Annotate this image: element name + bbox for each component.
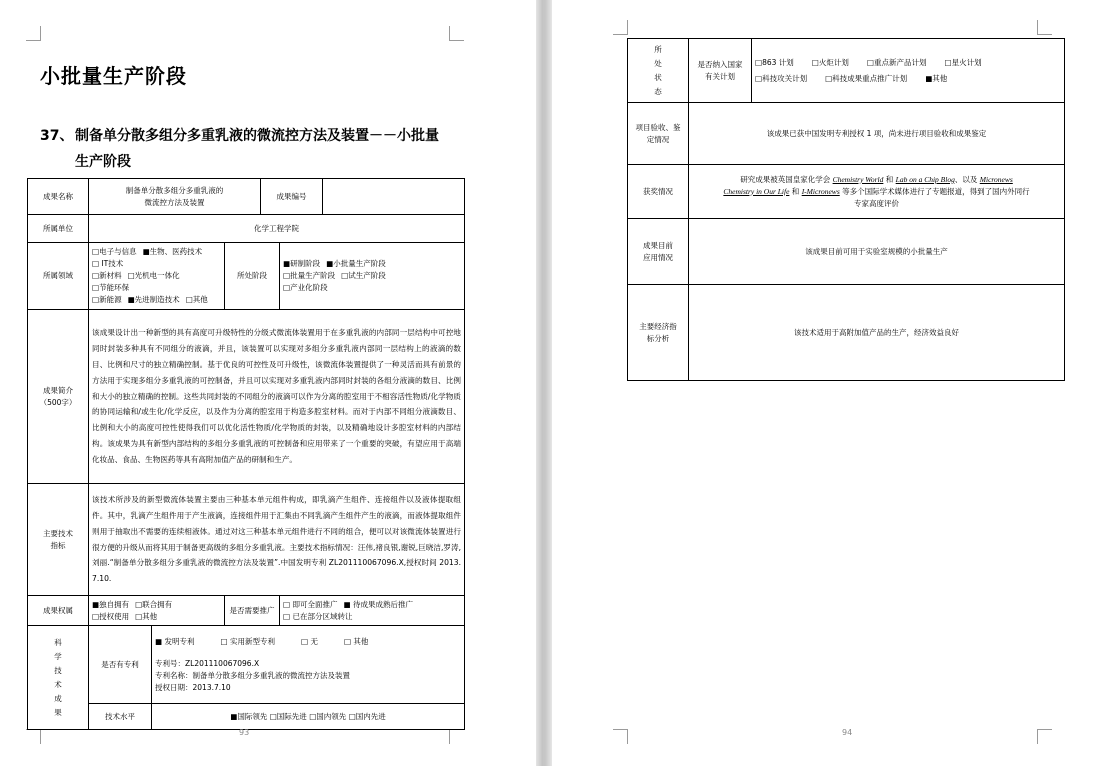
tech-label-line1: 主要技术 <box>43 528 73 538</box>
acceptance-text: 该成果已获中国发明专利授权 1 项，尚未进行项目验收和成果鉴定 <box>689 103 1065 165</box>
awards-label: 获奖情况 <box>628 165 689 219</box>
awards-text-part: 和 <box>885 174 894 184</box>
rights-option[interactable]: ■独自拥有 <box>92 599 130 609</box>
rights-option[interactable]: □联合拥有 <box>135 599 173 609</box>
acceptance-label-line2: 定情况 <box>646 134 670 144</box>
row-acceptance <box>628 103 1065 165</box>
intro-label <box>28 310 89 484</box>
plan-option[interactable]: □星火计划 <box>944 57 982 67</box>
plan-label <box>689 39 752 103</box>
economics-label-line2: 标分析 <box>646 333 670 343</box>
achievement-table <box>27 178 465 730</box>
intro-label-sub: （500字） <box>39 397 77 407</box>
application-label <box>628 219 689 285</box>
label-char: 术 <box>54 679 62 689</box>
plan-option[interactable]: □重点新产品计划 <box>866 57 927 67</box>
tech-label-line2: 指标 <box>50 540 66 550</box>
stage-option[interactable]: ■小批量生产阶段 <box>326 259 386 268</box>
field-option[interactable]: □新材料 <box>92 271 122 280</box>
plan-label-line2: 有关计划 <box>705 71 735 81</box>
row-tech <box>28 484 465 596</box>
plan-option[interactable]: ■其他 <box>925 73 948 83</box>
label-char: 态 <box>654 86 662 96</box>
level-options <box>152 704 465 730</box>
row-name <box>28 179 465 215</box>
plan-label-line1: 是否纳入国家 <box>697 59 743 69</box>
patent-name: 专利名称：制备单分散多组分多重乳液的微流控方法及装置 <box>155 670 350 680</box>
row-patent <box>28 626 465 704</box>
name-value <box>89 179 261 215</box>
plan-options <box>752 39 1065 103</box>
status-label <box>628 39 689 103</box>
rights-option[interactable]: □授权使用 <box>92 611 130 621</box>
field-option[interactable]: □光机电一体化 <box>127 271 180 280</box>
awards-text-part: 和 <box>791 186 800 196</box>
economics-label-line1: 主要经济指 <box>639 321 677 331</box>
code-label: 成果编号 <box>261 179 323 215</box>
plan-option[interactable]: □火炬计划 <box>811 57 849 67</box>
achievement-table-continued <box>627 38 1065 381</box>
rights-option[interactable]: □其他 <box>135 611 158 621</box>
application-text: 该成果目前可用于实验室规模的小批量生产 <box>689 219 1065 285</box>
promote-option[interactable]: □ 已在部分区域转让 <box>283 611 353 621</box>
level-option[interactable]: □国内领先 <box>309 711 347 721</box>
stage-options <box>280 243 465 310</box>
label-char: 技 <box>54 665 62 675</box>
field-option[interactable]: □新能源 <box>92 295 122 304</box>
awards-text-part: 专家高度评价 <box>854 198 899 208</box>
field-option[interactable]: □ IT技术 <box>92 259 124 268</box>
patent-type-option[interactable]: □ 无 <box>300 636 318 646</box>
awards-text <box>689 165 1065 219</box>
item-heading <box>40 123 480 175</box>
stage-option[interactable]: □产业化阶段 <box>283 283 328 292</box>
level-option[interactable]: ■国际领先 <box>230 711 268 721</box>
field-options <box>89 243 225 310</box>
label-char: 所 <box>654 44 662 54</box>
field-option[interactable]: ■生物、医药技术 <box>142 247 203 256</box>
row-level <box>28 704 465 730</box>
row-application <box>628 219 1065 285</box>
section-title: 小批量生产阶段 <box>40 64 187 88</box>
heading-line2: 生产阶段 <box>75 154 131 170</box>
label-char: 果 <box>54 707 62 717</box>
patent-type-option[interactable]: □ 其他 <box>343 636 369 646</box>
acceptance-label <box>628 103 689 165</box>
patent-details <box>152 626 465 704</box>
media-link[interactable]: Chemistry in Our Life <box>723 186 790 196</box>
code-value <box>323 179 465 215</box>
row-rights <box>28 596 465 626</box>
label-char: 学 <box>54 651 62 661</box>
field-label: 所属领域 <box>28 243 89 310</box>
tech-label <box>28 484 89 596</box>
crop-mark <box>26 729 41 744</box>
media-link[interactable]: I-Micronews <box>801 186 840 196</box>
plan-option[interactable]: □科技攻关计划 <box>755 73 808 83</box>
row-economics <box>628 285 1065 381</box>
label-char: 处 <box>654 58 662 68</box>
level-label: 技术水平 <box>89 704 152 730</box>
crop-mark <box>449 26 464 41</box>
document-page-94 <box>552 0 1095 766</box>
patent-type-option[interactable]: ■ 发明专利 <box>155 636 195 646</box>
media-link[interactable]: Micronews <box>979 174 1013 184</box>
stage-option[interactable]: ■研制阶段 <box>283 259 321 268</box>
stage-option[interactable]: □批量生产阶段 <box>283 271 336 280</box>
page-number: 94 <box>842 728 853 737</box>
media-link[interactable]: Chemistry World <box>832 174 884 184</box>
economics-label <box>628 285 689 381</box>
row-unit <box>28 215 465 243</box>
heading-number: 37、 <box>40 128 74 144</box>
field-option[interactable]: □节能环保 <box>92 283 130 292</box>
crop-mark <box>1037 20 1052 35</box>
row-awards <box>628 165 1065 219</box>
stage-label: 所处阶段 <box>225 243 280 310</box>
sci-achievement-label <box>28 626 89 730</box>
promote-option[interactable]: ■ 待成果成熟后推广 <box>343 599 413 609</box>
crop-mark <box>26 26 41 41</box>
patent-type-option[interactable]: □ 实用新型专利 <box>220 636 275 646</box>
intro-label-text: 成果简介 <box>43 385 73 395</box>
stage-option[interactable]: □试生产阶段 <box>341 271 386 280</box>
level-option[interactable]: □国际先进 <box>269 711 307 721</box>
field-option[interactable]: ■先进制造技术 <box>127 295 180 304</box>
application-label-line2: 应用情况 <box>643 252 673 262</box>
crop-mark <box>613 20 628 35</box>
rights-label: 成果权属 <box>28 596 89 626</box>
promote-label: 是否需要推广 <box>225 596 280 626</box>
crop-mark <box>1037 729 1052 744</box>
name-line1: 制备单分散多组分多重乳液的 <box>125 185 224 195</box>
crop-mark <box>613 729 628 744</box>
plan-option[interactable]: □科技成果重点推广计划 <box>825 73 908 83</box>
heading-line1: 制备单分散多组分多重乳液的微流控方法及装置－－小批量 <box>75 128 439 144</box>
tech-text: 该技术所涉及的新型微流体装置主要由三种基本单元组件构成，即乳滴产生组件、连接组件以及液体提取组件。其中，乳滴产生组件用于产生液滴，连接组件用于汇集由不同乳滴产生组件产生的液滴，而液体提取组件则用于抽取出不需要的连续相液体。通过对这三种基本单元组件进行不同的组合，便可以对该微流体装置进行很方便的升级从而将其用于制备更高级的多组分多重乳液。主要技术指标情况：汪伟,褚良银,谢锐,巨晓洁,罗涛,刘丽.“制备单分散多组分多重乳液的微流控方法及装置”.中国发明专利 ZL201110067096.X,授权时间 2013.7.10. <box>89 484 465 596</box>
acceptance-label-line1: 项目验收、鉴 <box>635 122 681 132</box>
field-option[interactable]: □其他 <box>185 295 208 304</box>
label-char: 科 <box>54 637 62 647</box>
rights-options <box>89 596 225 626</box>
row-intro <box>28 310 465 484</box>
label-char: 成 <box>54 693 62 703</box>
crop-mark <box>449 729 464 744</box>
name-line2: 微流控方法及装置 <box>144 197 205 207</box>
field-option[interactable]: □电子与信息 <box>92 247 137 256</box>
page-number: 93 <box>239 728 250 737</box>
application-label-line1: 成果目前 <box>643 240 673 250</box>
row-status <box>628 39 1065 103</box>
unit-label: 所属单位 <box>28 215 89 243</box>
page-gutter <box>536 0 552 766</box>
patent-number: 专利号：ZL201110067096.X <box>155 658 260 668</box>
awards-text-part: 研究成果被英国皇家化学会 <box>740 174 831 184</box>
patent-date: 授权日期：2013.7.10 <box>155 682 231 692</box>
document-page-93 <box>0 0 536 766</box>
unit-value: 化学工程学院 <box>89 215 465 243</box>
row-field <box>28 243 465 310</box>
plan-option[interactable]: □863 计划 <box>755 57 794 67</box>
promote-option[interactable]: □ 即可全面推广 <box>283 599 338 609</box>
awards-text-part: 、以及 <box>954 174 978 184</box>
media-link[interactable]: Lab on a Chip Blog <box>895 174 955 184</box>
patent-label: 是否有专利 <box>89 626 152 704</box>
awards-text-part: 等多个国际学术媒体进行了专题报道，得到了国内外同行 <box>842 186 1030 196</box>
economics-text: 该技术适用于高附加值产品的生产，经济效益良好 <box>689 285 1065 381</box>
level-option[interactable]: □国内先进 <box>348 711 386 721</box>
promote-options <box>280 596 465 626</box>
intro-text: 该成果设计出一种新型的具有高度可升级特性的分级式微流体装置用于在多重乳液的内部同一层结构中可控地同时封装多种具有不同组分的液滴，并且，该装置可以实现对多组分多重乳液内部同一层结构上的液滴的数目、比例和尺寸的独立精确控制。基于优良的可控性及可升级性，该微流体装置提供了一种灵活而具有前景的方法用于实现多组分多重乳液的可控制备，并且可以实现对多重乳液内部同时封装的各组分液滴的数目、比例和大小的独立精确的控制。这些共同封装的不同组分的液滴可以作为分离的腔室用于不相容活性物质/化学物质的协同运输和/或生化/化学反应，以及作为分离的腔室用于构造多腔室材料。而对于内部不同组分液滴数目、比例和大小的高度可控性使得我们可以优化活性物质/化学物质的封装，以及精确地设计多腔室材料的内部结构。该成果为具有新型内部结构的多组分多重乳液的可控制备和应用带来了一个重要的突破，有望应用于高端化妆品、食品、生物医药等具有高附加值产品的研制和生产。 <box>89 310 465 484</box>
label-char: 状 <box>654 72 662 82</box>
name-label: 成果名称 <box>28 179 89 215</box>
